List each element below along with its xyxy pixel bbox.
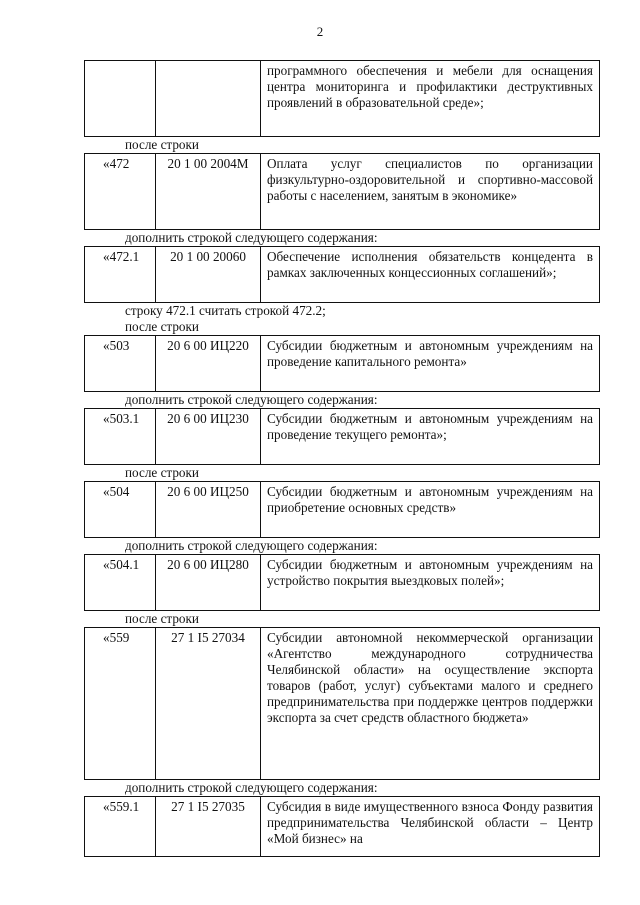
budget-code-cell xyxy=(156,61,261,137)
row-number-cell: «503 xyxy=(85,336,156,392)
budget-code-cell: 27 1 I5 27034 xyxy=(156,628,261,780)
description-cell: Субсидии бюджетным и автономным учреждениям на проведение текущего ремонта»; xyxy=(261,409,600,465)
budget-code-cell: 27 1 I5 27035 xyxy=(156,797,261,857)
description-cell: Обеспечение исполнения обязательств концедента в рамках заключенных концессионных соглашений»; xyxy=(261,247,600,303)
description-cell: Субсидии бюджетным и автономным учреждениям на устройство покрытия выездковых полей»; xyxy=(261,555,600,611)
description-cell: Субсидии автономной некоммерческой организации «Агентство международного сотрудничества Челябинской области» на осуществление экспорта товаров (работ, услуг) субъектами малого и среднего предпринимательства при поддержке центров поддержки экспорта за счет средств областного бюджета» xyxy=(261,628,600,780)
description-cell: Субсидии бюджетным и автономным учреждениям на проведение капитального ремонта» xyxy=(261,336,600,392)
budget-code-cell: 20 1 00 2004М xyxy=(156,154,261,230)
budget-code-cell: 20 1 00 20060 xyxy=(156,247,261,303)
row-number-cell: «559.1 xyxy=(85,797,156,857)
instruction-text: строку 472.1 считать строкой 472.2; xyxy=(125,303,326,318)
budget-code-cell: 20 6 00 ИЦ280 xyxy=(156,555,261,611)
instruction-text: после строки xyxy=(125,611,199,626)
table-row xyxy=(84,60,600,137)
description-cell: Субсидии бюджетным и автономным учреждениям на приобретение основных средств» xyxy=(261,482,600,538)
table-row xyxy=(84,627,600,780)
instruction-text: после строки xyxy=(125,319,199,334)
budget-code-cell: 20 6 00 ИЦ250 xyxy=(156,482,261,538)
budget-code-cell: 20 6 00 ИЦ220 xyxy=(156,336,261,392)
table-row xyxy=(84,408,600,465)
description-cell: программного обеспечения и мебели для оснащения центра мониторинга и профилактики деструктивных проявлений в образовательной среде»; xyxy=(261,61,600,137)
table-row xyxy=(84,796,600,857)
instruction-text: после строки xyxy=(125,137,199,152)
description-cell: Субсидия в виде имущественного взноса Фонду развития предпринимательства Челябинской области – Центр «Мой бизнес» на xyxy=(261,797,600,857)
row-number-cell: «504.1 xyxy=(85,555,156,611)
page-number: 2 xyxy=(316,24,324,39)
document-body xyxy=(84,60,600,857)
table-row xyxy=(84,481,600,538)
row-number-cell: «503.1 xyxy=(85,409,156,465)
instruction-text: дополнить строкой следующего содержания: xyxy=(125,230,378,245)
table-row xyxy=(84,246,600,303)
instruction-text: дополнить строкой следующего содержания: xyxy=(125,392,378,407)
row-number-cell: «559 xyxy=(85,628,156,780)
row-number-cell xyxy=(85,61,156,137)
row-number-cell: «472.1 xyxy=(85,247,156,303)
table-row xyxy=(84,554,600,611)
budget-code-cell: 20 6 00 ИЦ230 xyxy=(156,409,261,465)
row-number-cell: «472 xyxy=(85,154,156,230)
table-row xyxy=(84,335,600,392)
description-cell: Оплата услуг специалистов по организации физкультурно-оздоровительной и спортивно-массовой работы с населением, занятым в экономике» xyxy=(261,154,600,230)
instruction-text: дополнить строкой следующего содержания: xyxy=(125,538,378,553)
instruction-text: дополнить строкой следующего содержания: xyxy=(125,780,378,795)
table-row xyxy=(84,153,600,230)
row-number-cell: «504 xyxy=(85,482,156,538)
instruction-text: после строки xyxy=(125,465,199,480)
